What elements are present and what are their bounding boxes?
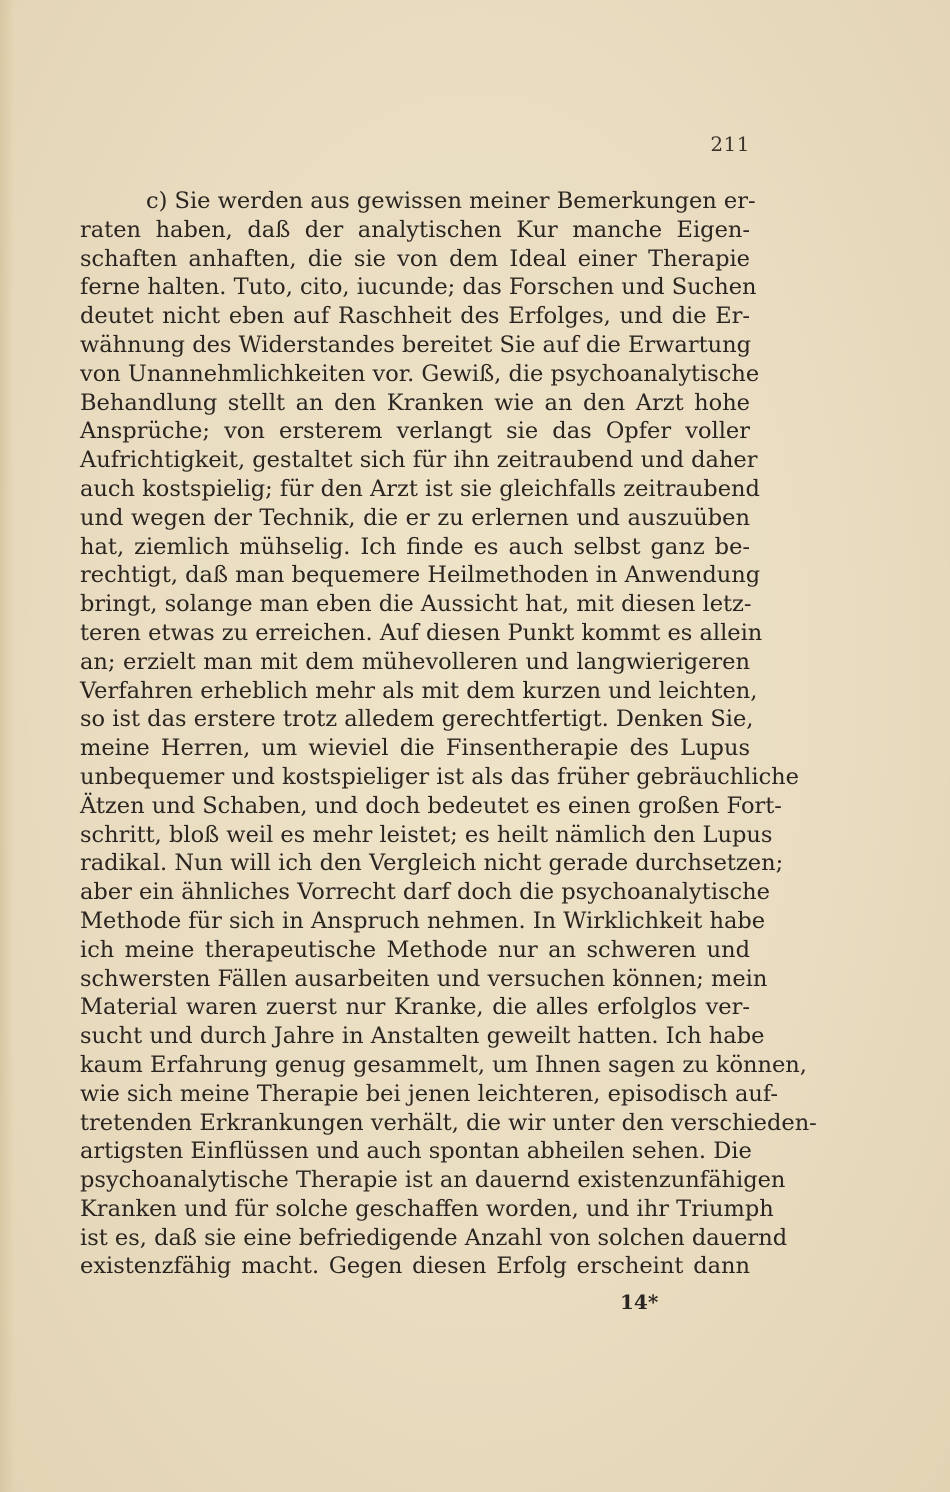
text-line: rechtigt, daß man bequemere Heilmethoden in Anwendung	[80, 562, 761, 589]
text-line: wie sich meine Therapie bei jenen leichteren, episodisch auf-	[80, 1080, 779, 1107]
text-line: sucht und durch Jahre in Anstalten geweilt hatten. Ich habe	[80, 1023, 765, 1050]
text-line: Methode für sich in Anspruch nehmen. In Wirklichkeit habe	[80, 907, 766, 934]
text-line: unbequemer und kostspieliger ist als das früher gebräuchliche	[80, 763, 799, 790]
text-line: an; erzielt man mit dem mühevolleren und langwierigeren	[80, 648, 750, 675]
body-text	[80, 187, 817, 1281]
text-line: c) Sie werden aus gewissen meiner Bemerkungen er-	[146, 188, 756, 214]
text-line: auch kostspielig; für den Arzt ist sie gleichfalls zeitraubend	[80, 475, 760, 502]
text-line: aber ein ähnliches Vorrecht darf doch die psychoanalytische	[80, 879, 770, 906]
text-line: ferne halten. Tuto, cito, iucunde; das Forschen und Suchen	[80, 274, 757, 301]
text-line: Kranken und für solche geschaffen worden, und ihr Triumph	[80, 1195, 774, 1222]
text-line: existenzfähig macht. Gegen diesen Erfolg erscheint dann	[80, 1253, 750, 1280]
text-line: hat, ziemlich mühselig. Ich finde es auch selbst ganz be-	[80, 533, 750, 560]
text-line: bringt, solange man eben die Aussicht hat, mit diesen letz-	[80, 591, 752, 618]
text-line: tretenden Erkrankungen verhält, die wir unter den verschieden-	[80, 1109, 817, 1136]
page-binding-shadow	[0, 0, 14, 1492]
page-number: 211	[710, 132, 750, 156]
text-line: Ätzen und Schaben, und doch bedeutet es einen großen Fort-	[80, 792, 782, 819]
text-line: und wegen der Technik, die er zu erlernen und auszuüben	[80, 504, 750, 531]
text-line: artigsten Einflüssen und auch spontan abheilen sehen. Die	[80, 1138, 752, 1165]
text-line: ich meine therapeutische Methode nur an schweren und	[80, 936, 750, 963]
text-line: teren etwas zu erreichen. Auf diesen Punkt kommt es allein	[80, 619, 763, 646]
text-line: radikal. Nun will ich den Vergleich nicht gerade durchsetzen;	[80, 850, 784, 877]
text-line: Material waren zuerst nur Kranke, die alles erfolglos ver-	[80, 994, 750, 1021]
text-line: so ist das erstere trotz alledem gerechtfertigt. Denken Sie,	[80, 706, 754, 733]
signature-mark: 14*	[620, 1290, 659, 1314]
text-line: wähnung des Widerstandes bereitet Sie auf die Erwartung	[80, 331, 752, 358]
text-line: meine Herren, um wieviel die Finsentherapie des Lupus	[80, 735, 750, 762]
text-line: Aufrichtigkeit, gestaltet sich für ihn zeitraubend und daher	[80, 447, 758, 474]
text-line: von Unannehmlichkeiten vor. Gewiß, die psychoanalytische	[80, 360, 760, 387]
text-line: schwersten Fällen ausarbeiten und versuchen können; mein	[80, 965, 768, 992]
text-line: kaum Erfahrung genug gesammelt, um Ihnen sagen zu können,	[80, 1051, 807, 1078]
text-line: schritt, bloß weil es mehr leistet; es heilt nämlich den Lupus	[80, 821, 773, 848]
text-line: ist es, daß sie eine befriedigende Anzahl von solchen dauernd	[80, 1224, 788, 1251]
text-line: Behandlung stellt an den Kranken wie an den Arzt hohe	[80, 389, 750, 416]
text-line: psychoanalytische Therapie ist an dauernd existenzunfähigen	[80, 1167, 786, 1194]
text-line: Verfahren erheblich mehr als mit dem kurzen und leichten,	[80, 677, 758, 704]
text-line: Ansprüche; von ersterem verlangt sie das Opfer voller	[80, 418, 750, 445]
text-line: deutet nicht eben auf Raschheit des Erfolges, und die Er-	[80, 303, 750, 330]
text-line: raten haben, daß der analytischen Kur manche Eigen-	[80, 216, 750, 243]
text-line: schaften anhaften, die sie von dem Ideal einer Therapie	[80, 245, 750, 272]
